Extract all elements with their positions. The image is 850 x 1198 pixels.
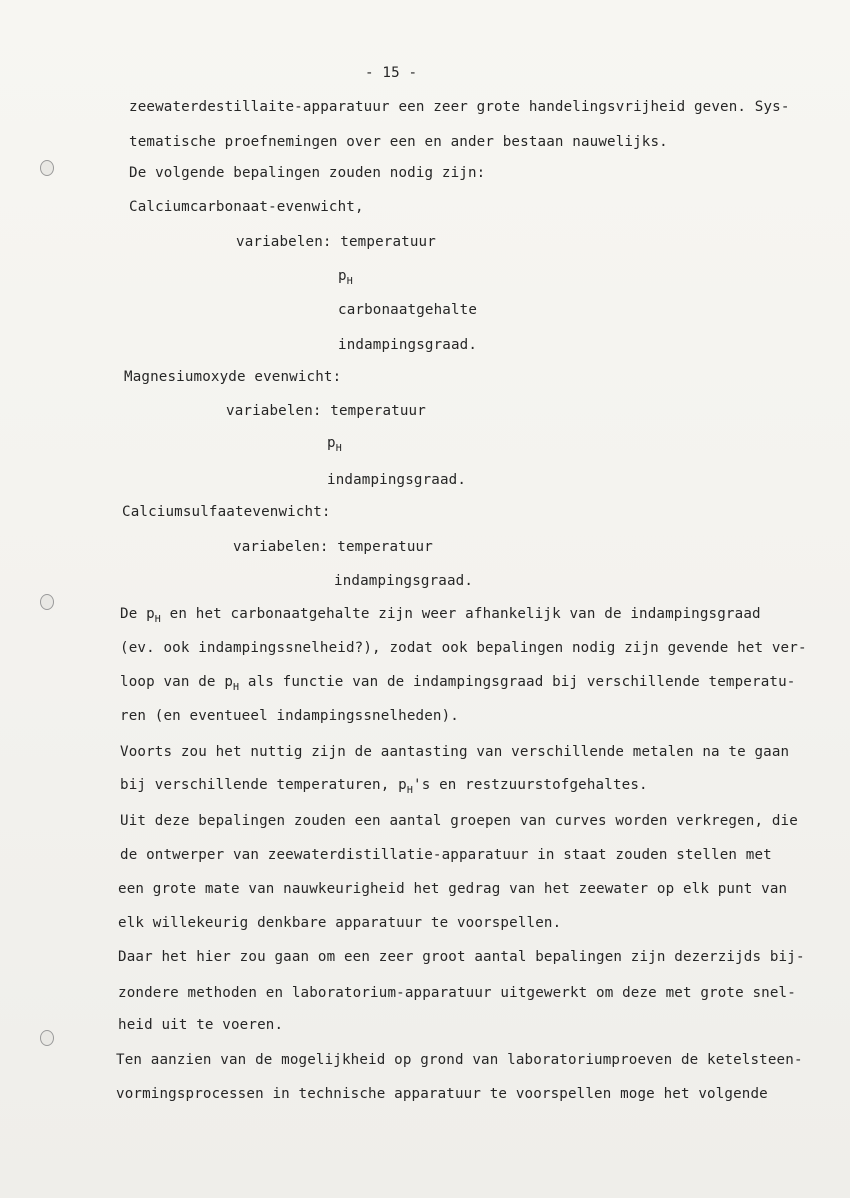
text-line: Ten aanzien van de mogelijkheid op grond van laboratoriumproeven de ketelsteen- (116, 1052, 803, 1068)
text-line: zondere methoden en laboratorium-apparatuur uitgewerkt om deze met grote snel- (118, 985, 796, 1001)
text-line: vormingsprocessen in technische apparatuur te voorspellen moge het volgende (116, 1086, 768, 1102)
text-line: bij verschillende temperaturen, $p_H's$ en restzuurstofgehaltes. (120, 777, 648, 796)
text-line: De volgende bepalingen zouden nodig zijn: (129, 165, 486, 181)
text-line: heid uit te voeren. (118, 1017, 284, 1033)
text-line: elk willekeurig denkbare apparatuur te voorspellen. (118, 915, 562, 931)
text-line: indampingsgraad. (334, 573, 474, 589)
text-line: variabelen: temperatuur (236, 234, 436, 250)
ph-symbol: $p_H$ (327, 435, 342, 454)
text-line: variabelen: temperatuur (226, 403, 426, 419)
text-line: Magnesiumoxyde evenwicht: (124, 369, 342, 385)
punch-hole (40, 160, 54, 176)
text-line: tematische proefnemingen over een en ander bestaan nauwelijks. (129, 134, 668, 150)
text-line: ren (en eventueel indampingssnelheden). (120, 708, 459, 724)
text-line: De $p_H$ en het carbonaatgehalte zijn weer afhankelijk van de indampingsgraad (120, 606, 761, 625)
text-line: loop van de $p_H$ als functie van de indampingsgraad bij verschillende temperatu- (120, 674, 796, 693)
text-line: een grote mate van nauwkeurigheid het gedrag van het zeewater op elk punt van (118, 881, 788, 897)
text-line: indampingsgraad. (327, 472, 467, 488)
text-line: zeewaterdestillaite-apparatuur een zeer grote handelingsvrijheid geven. Sys- (129, 99, 790, 115)
punch-hole (40, 1030, 54, 1046)
text-line: de ontwerper van zeewaterdistillatie-apparatuur in staat zouden stellen met (120, 847, 772, 863)
text-line: variabelen: temperatuur (233, 539, 433, 555)
text-line: Uit deze bepalingen zouden een aantal groepen van curves worden verkregen, die (120, 813, 798, 829)
text-line: (ev. ook indampingssnelheid?), zodat ook bepalingen nodig zijn gevende het ver- (120, 640, 807, 656)
text-line: Voorts zou het nuttig zijn de aantasting van verschillende metalen na te gaan (120, 744, 790, 760)
punch-hole (40, 594, 54, 610)
text-line: Calciumsulfaatevenwicht: (122, 504, 331, 520)
text-line: Daar het hier zou gaan om een zeer groot aantal bepalingen zijn dezerzijds bij- (118, 949, 805, 965)
ph-symbol: $p_H$ (338, 268, 353, 287)
text-line: Calciumcarbonaat-evenwicht, (129, 199, 364, 215)
text-line: carbonaatgehalte (338, 302, 478, 318)
text-line: indampingsgraad. (338, 337, 478, 353)
page-number: - 15 - (365, 65, 418, 81)
